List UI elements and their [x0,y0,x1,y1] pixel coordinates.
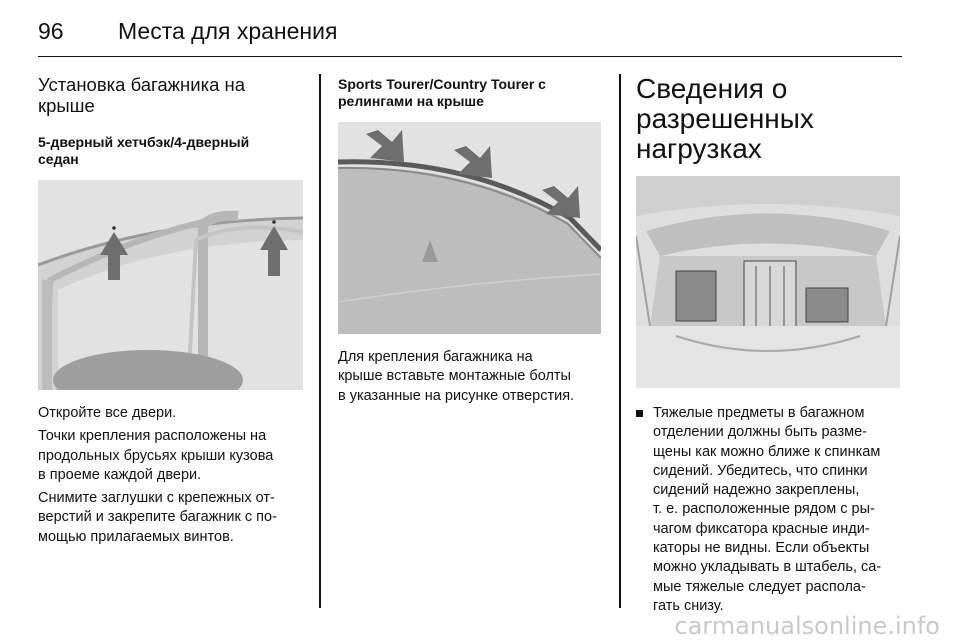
subsection-title: Sports Tourer/Country Tourer с релингами на крыше [338,76,546,109]
roof-mounting-points-illustration [38,180,303,390]
section-title-large: Сведения о разрешенных нагрузках [636,73,814,164]
subsection-title: 5-дверный хетчбэк/4-дверный седан [38,134,250,167]
paragraph-mounting-points: Точки крепления расположены на продольных брусьях крыши кузова в проеме каждой двери. [38,428,274,483]
column-roof-rack-tourer [338,74,602,406]
cargo-loading-illustration [636,176,900,388]
column-divider [619,74,621,608]
paragraph-insert-bolts: Для крепления багажника на крыше вставьте монтажные болты в указанные на рисунке отверстия. [338,349,575,404]
watermark: carmanualsonline.info [674,612,940,640]
column-divider [319,74,321,608]
page-number: 96 [38,18,64,44]
column-roof-rack-sedan [38,74,303,547]
roof-rails-illustration [338,122,601,334]
bullet-heavy-items: Тяжелые предметы в багажном отделении должны быть разме- щены как можно ближе к спинкам сидений. Убедитесь, что спинки сидений надежно закреплены, т. е. расположенные рядом с ры- чагом фиксатора красные инди- каторы не видны. Если объекты можно укладывать в штабель, са- мые тяжелые следует распола- гать снизу. [636,404,902,616]
page-header-title: Места для хранения [118,18,338,44]
column-load-information [636,74,902,616]
section-title: Установка багажника на крыше [38,74,246,116]
bullet-square-icon [636,410,643,417]
paragraph-open-doors: Откройте все двери. [38,405,177,421]
page-header [38,10,902,57]
paragraph-remove-caps: Снимите заглушки с крепежных от- верстий и закрепите багажник с по- мощью прилагаемых винтов. [38,490,277,545]
